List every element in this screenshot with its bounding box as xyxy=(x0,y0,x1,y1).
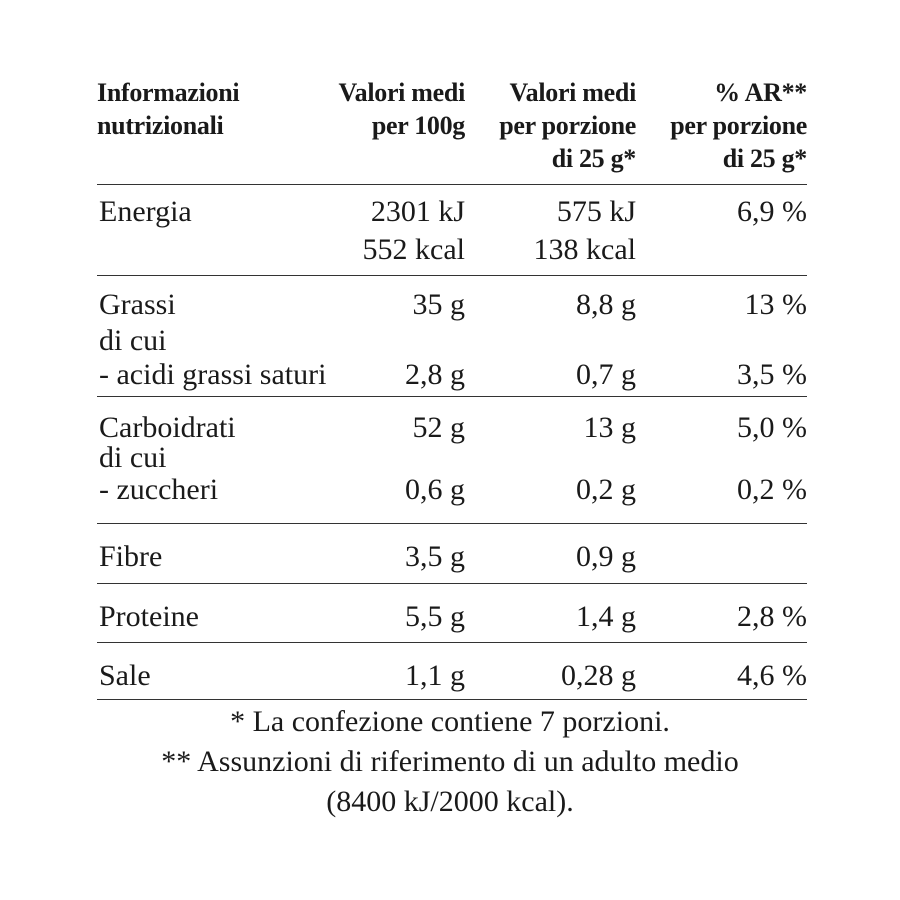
row-label: Proteine xyxy=(99,600,199,633)
cell-portion: 0,9 g xyxy=(576,540,636,573)
cell-ar: 13 % xyxy=(744,288,807,321)
footnotes xyxy=(0,702,900,822)
header-text: per 100g xyxy=(371,111,465,140)
header-text: Valori medi xyxy=(509,78,636,107)
cell-per100: 0,6 g xyxy=(405,473,465,506)
sub-label xyxy=(97,443,807,473)
table-row xyxy=(97,659,807,697)
header-text: Valori medi xyxy=(338,78,465,107)
header-ar-percent xyxy=(670,76,807,175)
group-proteine xyxy=(97,584,807,643)
header-text: per porzione xyxy=(670,111,807,140)
cell-portion: 0,28 g xyxy=(561,659,636,692)
header-text: % AR** xyxy=(714,78,807,107)
group-carboidrati xyxy=(97,397,807,524)
row-label: di cui xyxy=(99,324,167,357)
table-row xyxy=(97,358,807,396)
cell-per100: 2,8 g xyxy=(405,358,465,391)
row-label: Carboidrati xyxy=(99,411,236,444)
header-text: per porzione xyxy=(499,111,636,140)
group-sale xyxy=(97,643,807,700)
cell-portion: 13 g xyxy=(583,411,636,444)
cell-ar: 5,0 % xyxy=(737,411,807,444)
header-per-portion xyxy=(499,76,636,175)
sub-label xyxy=(97,326,807,358)
cell-per100: 52 g xyxy=(412,411,465,444)
footnote-portions: * La confezione contiene 7 porzioni. xyxy=(230,705,670,738)
footnote-reference-intake: ** Assunzioni di riferimento di un adulto medio xyxy=(161,745,739,778)
cell-ar: 4,6 % xyxy=(737,659,807,692)
cell-ar: 6,9 % xyxy=(737,195,807,228)
cell-ar: 0,2 % xyxy=(737,473,807,506)
cell-portion: 8,8 g xyxy=(576,288,636,321)
cell-per100: 2301 kJ xyxy=(370,195,465,228)
header-text: di 25 g* xyxy=(722,144,807,173)
row-label: Fibre xyxy=(99,540,163,573)
cell-portion: 575 kJ xyxy=(556,195,636,228)
footnote-energy-reference: (8400 kJ/2000 kcal). xyxy=(326,785,574,818)
cell-per100: 1,1 g xyxy=(405,659,465,692)
cell-portion: 1,4 g xyxy=(576,600,636,633)
group-grassi xyxy=(97,276,807,397)
header-text: di 25 g* xyxy=(551,144,636,173)
cell-per100: 5,5 g xyxy=(405,600,465,633)
group-fibre xyxy=(97,524,807,584)
row-label: di cui xyxy=(99,441,167,474)
header-text: Informazioni xyxy=(97,78,240,107)
cell-portion: 138 kcal xyxy=(533,233,636,266)
group-energia xyxy=(97,185,807,276)
table-row xyxy=(97,600,807,638)
nutrition-table xyxy=(97,72,807,700)
header-per-100g xyxy=(339,76,465,142)
cell-portion: 0,7 g xyxy=(576,358,636,391)
cell-per100: 35 g xyxy=(412,288,465,321)
cell-portion: 0,2 g xyxy=(576,473,636,506)
header-text: nutrizionali xyxy=(97,111,224,140)
table-row xyxy=(97,473,807,511)
cell-ar: 2,8 % xyxy=(737,600,807,633)
row-label: Grassi xyxy=(99,288,176,321)
cell-per100: 3,5 g xyxy=(405,540,465,573)
row-label: Sale xyxy=(99,659,151,692)
header-nutrition-info xyxy=(97,76,239,142)
row-label: - zuccheri xyxy=(99,473,219,506)
table-row xyxy=(97,411,807,443)
row-label: Energia xyxy=(99,195,192,228)
cell-per100: 552 kcal xyxy=(362,233,465,266)
table-row xyxy=(97,288,807,326)
cell-ar: 3,5 % xyxy=(737,358,807,391)
table-row xyxy=(97,540,807,578)
table-row xyxy=(97,195,807,233)
table-header xyxy=(97,72,807,185)
table-row xyxy=(97,233,807,271)
row-label: - acidi grassi saturi xyxy=(99,358,327,391)
